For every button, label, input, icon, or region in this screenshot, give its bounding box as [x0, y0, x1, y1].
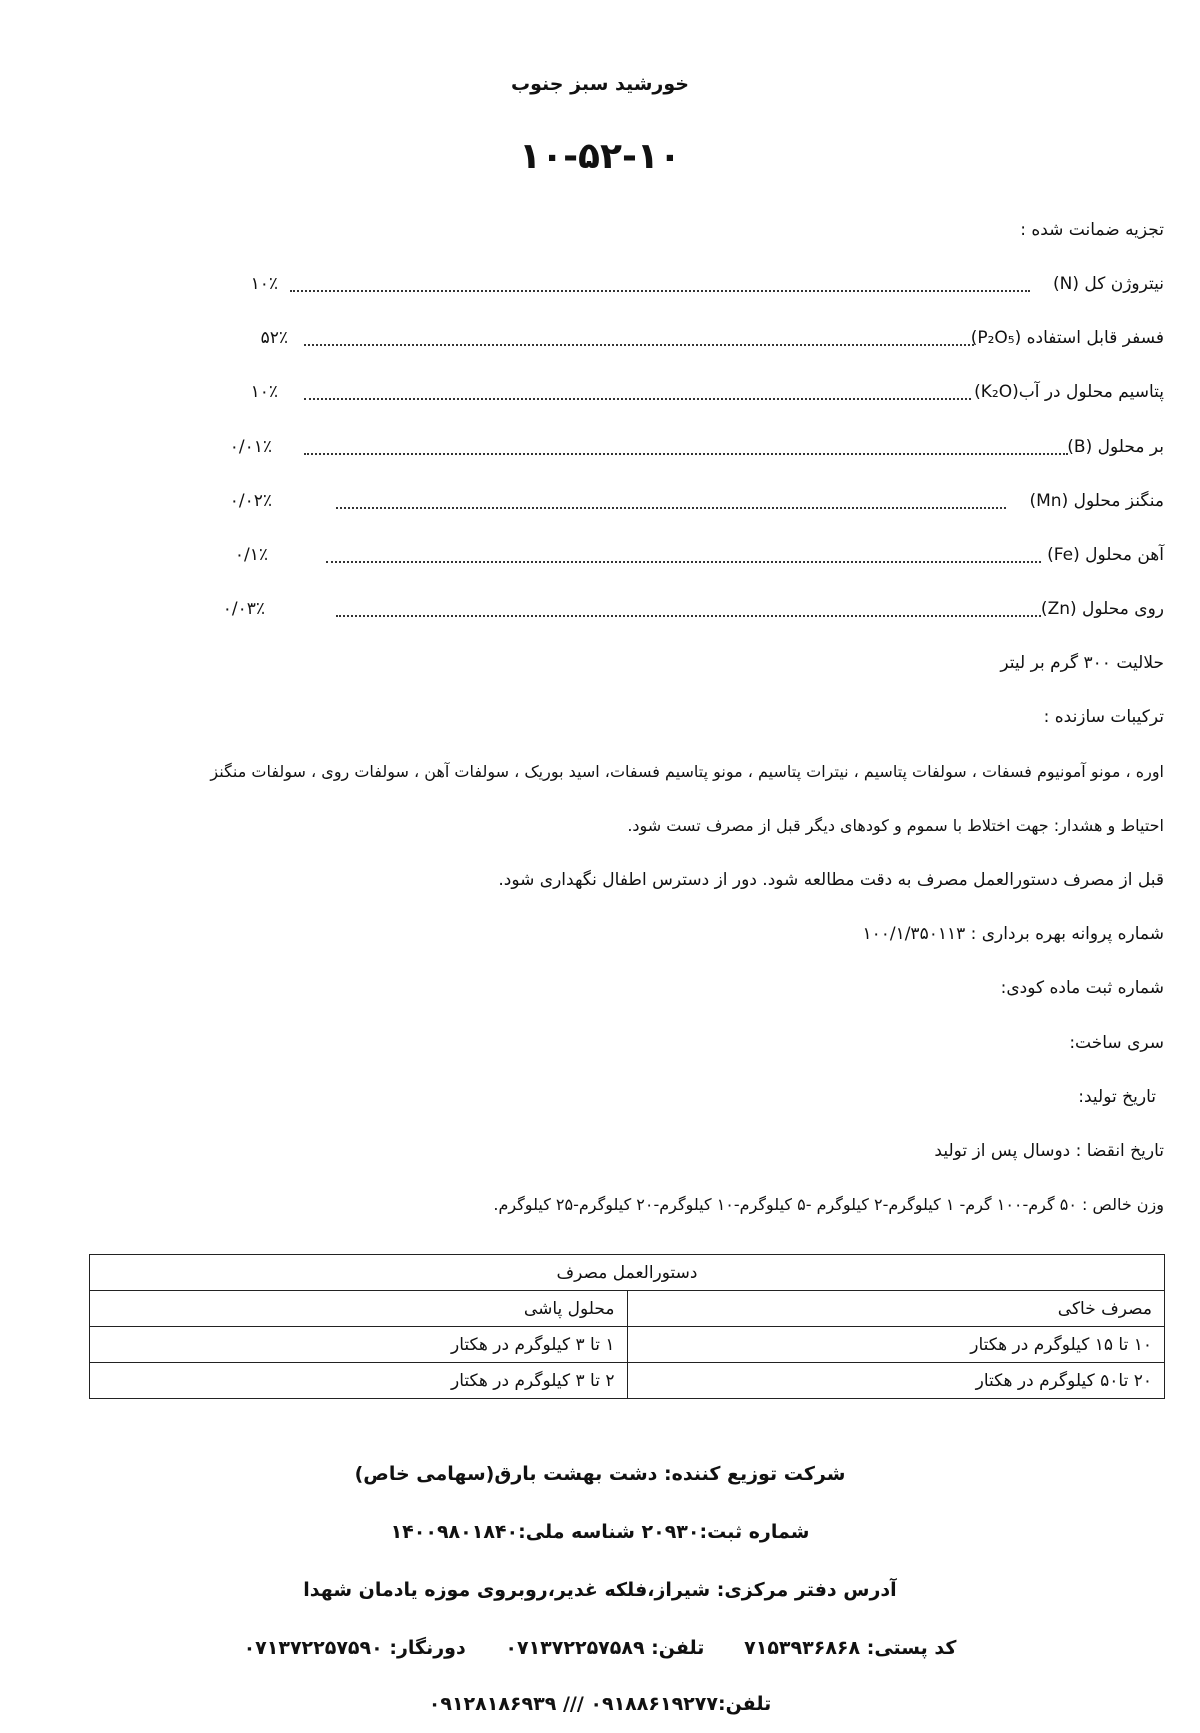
analysis-label: آهن محلول (Fe) [1047, 545, 1164, 565]
ingredients-heading: ترکیبات سازنده : [1043, 707, 1164, 727]
expiry-date: تاریخ انقضا : دوسال پس از تولید [934, 1141, 1164, 1161]
usage-table [89, 1254, 1165, 1399]
analysis-value: ۵۲٪ [260, 328, 288, 348]
license-number: شماره پروانه بهره برداری : ۱۰۰/۱/۳۵۰۱۱۳ [862, 924, 1164, 944]
analysis-value: ۰/۰۲٪ [229, 491, 272, 511]
analysis-row-iron [0, 545, 1200, 575]
table-cell: ۱۰ تا ۱۵ کیلوگرم در هکتار [627, 1327, 1165, 1363]
table-cell: ۲۰ تا۵۰ کیلوگرم در هکتار [627, 1363, 1165, 1399]
caution-text: احتیاط و هشدار: جهت اختلاط با سموم و کودهای دیگر قبل از مصرف تست شود. [627, 816, 1164, 835]
table-cell: ۲ تا ۳ کیلوگرم در هکتار [90, 1363, 628, 1399]
net-weight: وزن خالص : ۵۰ گرم-۱۰۰ گرم- ۱ کیلوگرم-۲ کیلوگرم -۵ کیلوگرم-۱۰ کیلوگرم-۲۰ کیلوگرم-۲۵ کیلوگرم. [493, 1195, 1164, 1214]
contact-line: کد پستی: ۷۱۵۳۹۳۶۸۶۸ تلفن: ۰۷۱۳۷۲۲۵۷۵۸۹ دورنگار: ۰۷۱۳۷۲۲۵۷۵۹۰ [243, 1637, 957, 1659]
analysis-label: بر محلول (B) [1067, 437, 1164, 457]
analysis-label: روی محلول (Zn) [1040, 599, 1164, 619]
analysis-row-phosphorus [0, 328, 1200, 358]
phone-numbers: تلفن:۰۹۱۸۸۶۱۹۲۷۷ /// ۰۹۱۲۸۱۸۶۹۳۹ [428, 1693, 772, 1715]
table-header-row [90, 1291, 1165, 1327]
analysis-row-zinc [0, 599, 1200, 629]
read-instructions-text: قبل از مصرف دستورالعمل مصرف به دقت مطالعه شود. دور از دسترس اطفال نگهداری شود. [498, 870, 1164, 890]
production-date: تاریخ تولید: [1078, 1087, 1156, 1107]
analysis-row-boron [0, 437, 1200, 467]
analysis-heading: تجزیه ضمانت شده : [1020, 220, 1164, 240]
solubility-text: حلالیت ۳۰۰ گرم بر لیتر [1000, 653, 1164, 673]
table-title-row [90, 1255, 1165, 1291]
analysis-row-potassium [0, 382, 1200, 412]
analysis-label: پتاسیم محلول در آب(K₂O) [974, 382, 1164, 402]
table-row [90, 1363, 1165, 1399]
analysis-value: ۰/۰۱٪ [229, 437, 272, 457]
dot-leader [290, 290, 1030, 292]
column-header: محلول پاشی [90, 1291, 628, 1327]
ingredients-list: اوره ، مونو آمونیوم فسفات ، سولفات پتاسیم ، نیترات پتاسیم ، مونو پتاسیم فسفات، اسید بوریک ، سولفات آهن ، سولفات روی ، سولفات منگنز [210, 762, 1164, 781]
product-code: ۱۰-۵۲-۱۰ [519, 136, 681, 177]
distributor-name: شرکت توزیع کننده: دشت بهشت بارق(سهامی خاص) [354, 1463, 846, 1485]
batch-number: سری ساخت: [1069, 1033, 1164, 1053]
analysis-row-nitrogen [0, 274, 1200, 304]
dot-leader [304, 398, 971, 400]
dot-leader [304, 344, 974, 346]
company-title: خورشید سبز جنوب [511, 73, 689, 95]
company-registration: شماره ثبت:۲۰۹۳۰ شناسه ملی:۱۴۰۰۹۸۰۱۸۴۰ [390, 1521, 810, 1543]
analysis-value: ۰/۰۳٪ [222, 599, 265, 619]
column-header: مصرف خاکی [627, 1291, 1165, 1327]
dot-leader [336, 615, 1041, 617]
table-cell: ۱ تا ۳ کیلوگرم در هکتار [90, 1327, 628, 1363]
analysis-label: نیتروژن کل (N) [1052, 274, 1164, 294]
analysis-value: ۰/۱٪ [234, 545, 268, 565]
analysis-value: ۱۰٪ [250, 382, 278, 402]
analysis-label: فسفر قابل استفاده (P₂O₅) [970, 328, 1164, 348]
analysis-value: ۱۰٪ [250, 274, 278, 294]
fertilizer-registration: شماره ثبت ماده کودی: [1000, 978, 1164, 998]
dot-leader [326, 561, 1041, 563]
analysis-row-manganese [0, 491, 1200, 521]
head-office-address: آدرس دفتر مرکزی: شیراز،فلکه غدیر،روبروی موزه یادمان شهدا [303, 1579, 897, 1601]
analysis-label: منگنز محلول (Mn) [1029, 491, 1164, 511]
dot-leader [304, 453, 1068, 455]
table-row [90, 1327, 1165, 1363]
table-title: دستورالعمل مصرف [90, 1255, 1165, 1291]
dot-leader [336, 507, 1006, 509]
